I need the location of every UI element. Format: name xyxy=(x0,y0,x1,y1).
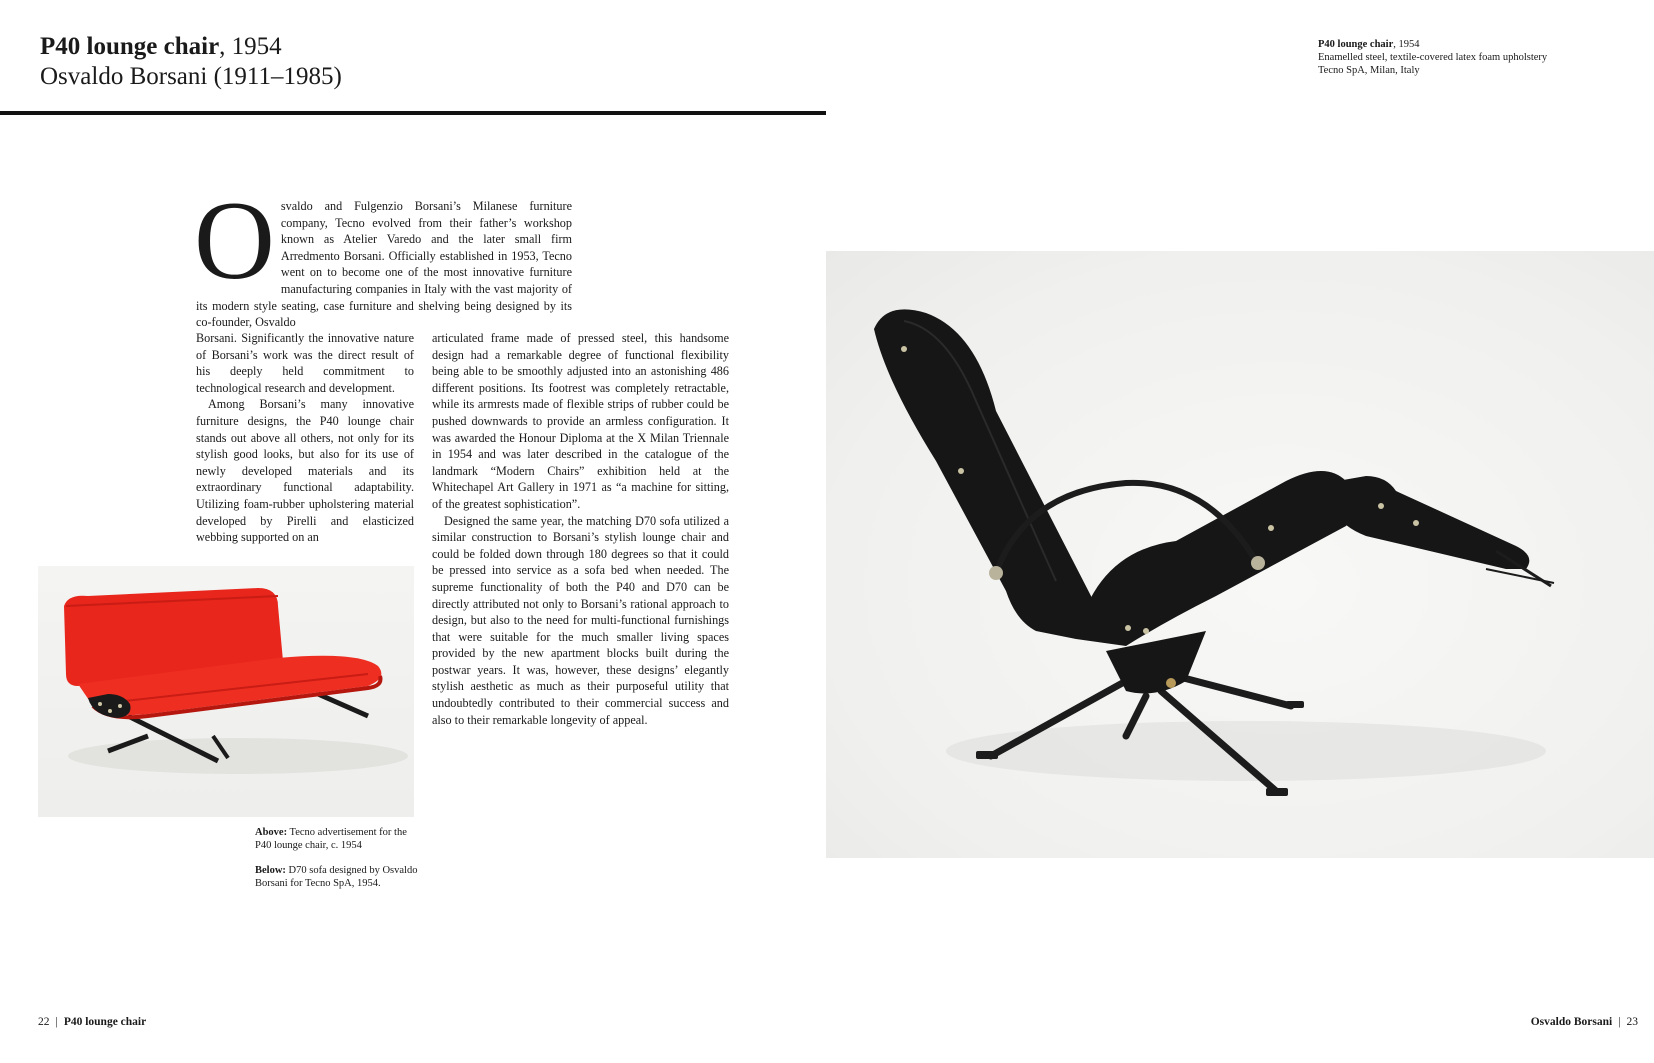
chair-caption-line1 xyxy=(1318,38,1638,51)
footer-separator: | xyxy=(55,1016,58,1028)
p40-chair-photo xyxy=(826,251,1654,858)
col1-paragraph-2: Among Borsani’s many innovative furniture designs, the P40 lounge chair stands out above all others, not only for its stylish good looks, but also for its use of newly developed materials and its extraordinary functional adaptability. Utilizing foam-rubber upholstering material developed by Pirelli and elasticized webbing supported on an xyxy=(196,397,414,545)
col2-paragraph-2: Designed the same year, the matching D70 sofa utilized a similar construction to Borsani’s stylish lounge chair and could be folded down through 180 degrees so that it could be pressed into service as a sofa bed when needed. The supreme functionality of both the P40 and D70 can be directly attributed not only to Borsani’s rational approach to design, but also to the need for multi-functional furnishings that were suitable for the much smaller living spaces provided by the new apartment blocks built during the postwar years. It was, however, these designs’ elegantly stylish aesthetic as much as their purposeful utility that undoubtedly contributed to their commercial success and also to their remarkable longevity of appeal. xyxy=(432,513,729,727)
caption-below-label: Below: xyxy=(255,865,286,876)
footer-right-title: Osvaldo Borsani xyxy=(1530,1016,1613,1028)
page-number-left: 22 xyxy=(38,1016,50,1028)
intro-text: svaldo and Fulgenzio Borsani’s Milanese furniture company, Tecno evolved from their father’s workshop known as Atelier Varedo and the later small firm Arredmento Borsani. Officially established in 1953, Tecno went on to become one of the most innovative furniture manufacturing companies in Italy with the vast majority of its modern style seating, case furniture and shelving being designed by its co-founder, Osvaldo xyxy=(196,199,572,330)
col2-paragraph-1: articulated frame made of pressed steel, this handsome design had a remarkable degree of functional flexibility being able to be smoothly adjusted into an astonishing 486 different positions. Its footrest was completely retractable, while its armrests made of flexible strips of rubber could be pushed downwards to provide an armless configuration. It was awarded the Honour Diploma at the X Milan Triennale in 1954 and was later described in the catalogue of the landmark “Modern Chairs” exhibition held at the Whitechapel Art Gallery in 1971 as “a machine for sitting, of the greatest sophistication”. xyxy=(432,331,729,511)
chair-caption xyxy=(1318,38,1638,77)
page-number-right: 23 xyxy=(1626,1016,1638,1028)
caption-below-text: D70 sofa designed by Osvaldo Borsani for Tecno SpA, 1954. xyxy=(255,865,418,889)
caption-below xyxy=(255,864,420,890)
chair-caption-maker: Tecno SpA, Milan, Italy xyxy=(1318,65,1420,76)
chair-caption-materials: Enamelled steel, textile-covered latex foam upholstery xyxy=(1318,52,1548,63)
intro-paragraph xyxy=(194,179,572,331)
d70-sofa-photo xyxy=(38,566,414,817)
caption-above-label: Above: xyxy=(255,827,288,838)
col1-paragraph-1: Borsani. Significantly the innovative nature of Borsani’s work was the direct result of his deeply held commitment to technological research and development. xyxy=(196,331,414,395)
page-subtitle: Osvaldo Borsani (1911–1985) xyxy=(40,63,342,90)
drop-cap: O xyxy=(194,179,275,303)
footer-left-title: P40 lounge chair xyxy=(63,1016,147,1028)
text-column-2 xyxy=(432,330,729,728)
chair-illustration xyxy=(826,251,1654,858)
caption-above-text: Tecno advertisement for the P40 lounge chair, c. 1954 xyxy=(255,827,407,851)
text-column-1 xyxy=(196,330,414,546)
footer-right xyxy=(1531,1016,1638,1028)
title-year: , 1954 xyxy=(219,33,282,60)
caption-above xyxy=(255,826,420,852)
footer-separator: | xyxy=(1618,1016,1621,1028)
header-rule xyxy=(0,111,826,115)
title-bold: P40 lounge chair xyxy=(40,33,220,60)
chair-caption-title: P40 lounge chair xyxy=(1318,39,1394,50)
sofa-illustration xyxy=(38,566,414,817)
chair-caption-year: , 1954 xyxy=(1393,39,1420,50)
page-title xyxy=(40,32,282,62)
footer-left xyxy=(38,1016,146,1028)
